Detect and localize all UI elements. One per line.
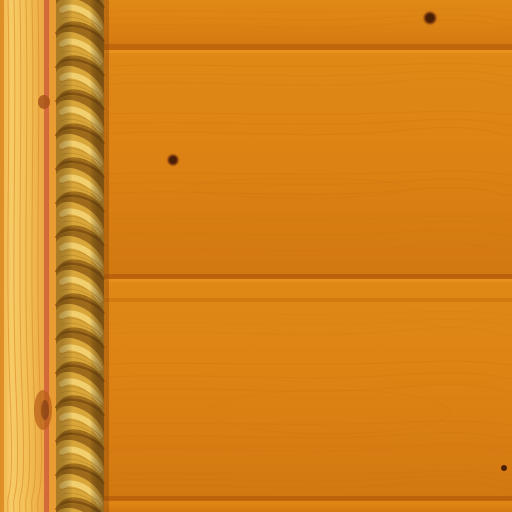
wood-plank xyxy=(100,500,512,512)
plank-seam xyxy=(100,50,512,53)
wooden-post xyxy=(0,0,56,512)
wood-knot xyxy=(170,157,177,164)
planks xyxy=(100,0,512,512)
nail-head xyxy=(501,465,507,471)
wood-knot xyxy=(38,95,50,109)
plank-seam xyxy=(100,274,512,279)
plank-seam xyxy=(100,496,512,501)
wood-knot xyxy=(426,14,434,22)
plank-seam xyxy=(100,279,512,282)
rope xyxy=(56,0,109,512)
plank-seam xyxy=(100,298,512,302)
plank-seam xyxy=(100,44,512,50)
